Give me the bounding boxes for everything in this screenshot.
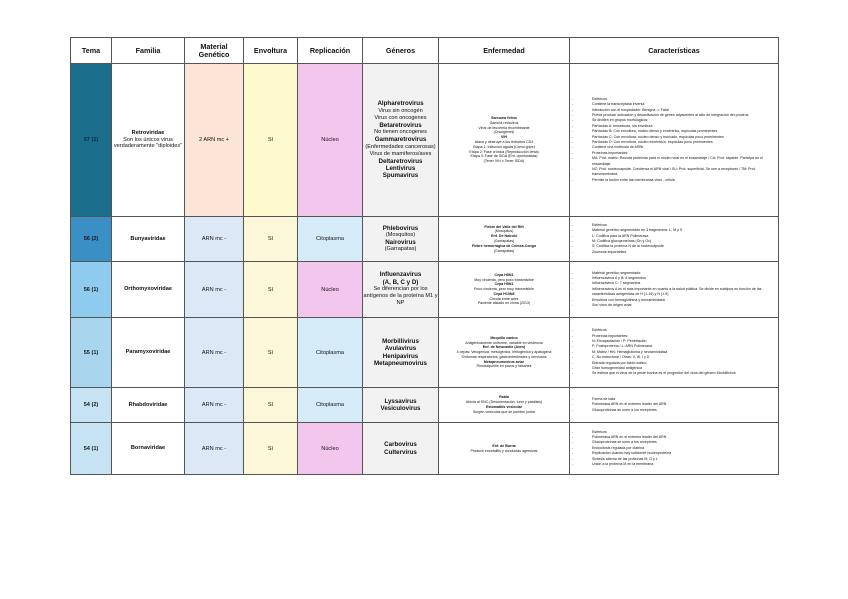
caracteristicas-cell [570, 318, 779, 388]
enfermedad-item: Rabia [499, 395, 509, 400]
genero-item: Avulavirus [384, 345, 417, 353]
header-enfermedad: Enfermedad [439, 38, 570, 64]
tema-label: 57 (1) [83, 137, 99, 143]
enfermedad-item: Antigénicamente uniforme, variable en virulencia [465, 340, 543, 345]
enfermedad-item: Gamma retrovirus [489, 120, 519, 125]
familia-cell [112, 262, 185, 318]
caracteristica-item: - NC: Prot. nucleocápside. Condensa el ARN viral / SU: Prot. superficial. Se une a receptores / TM: Prot. transmembrana. [570, 167, 778, 178]
genero-item: Cultervirus [384, 448, 417, 456]
replicacion-cell [298, 262, 363, 318]
material-value: ARN mc - [201, 445, 227, 452]
caracteristica-item: - Se dividen en grupos morfológicos: [570, 118, 778, 123]
genero-item: No tienen oncogenes [374, 129, 427, 136]
material-cell [185, 318, 244, 388]
enfermedad-item: 4 cepas: Velogénica, mesogénica, lentogénica y apatógena [456, 350, 552, 355]
table-row [71, 64, 779, 217]
genero-item: Se diferencian por los antígenos de la proteína M1 y NP [363, 285, 438, 307]
enfermedad-item: Cepa H10N8 [493, 291, 515, 296]
enfermedad-item: Etapa 2: Fase crónica (Reproducción lenta) [469, 149, 539, 154]
genero-item: Lentivirus [385, 165, 416, 173]
caracteristica-item: - Material genético segmentado en 3 fragmentos: L, M y S [570, 228, 778, 233]
tema-cell [71, 217, 112, 262]
genero-item: Henipavirus [382, 352, 419, 360]
generos-cell [363, 423, 439, 475]
caracteristicas-cell [570, 217, 779, 262]
caracteristicas-cell [570, 388, 779, 423]
familia-cell [112, 217, 185, 262]
replicacion-cell [298, 64, 363, 217]
caracteristica-item: - Proteínas importantes: [570, 151, 778, 156]
caracteristicas-list [570, 271, 778, 309]
caracteristica-item: - Polimerasa ARN en el extremo leader del ARN [570, 402, 778, 407]
caracteristica-item: - Interacción con el hospedador: Benigna -> Fatal [570, 108, 778, 113]
genero-item: (Garrapatas) [384, 246, 417, 253]
caracteristica-item: - Se estima que el virus de la peste bovina es el progenitor del virus del género Morbillivirus [570, 371, 778, 376]
enfermedad-item: Paciente aislado en china (2013) [477, 301, 531, 306]
enfermedad-cell [439, 217, 570, 262]
tema-label: 56 (2) [83, 236, 99, 242]
virus-table [70, 37, 779, 475]
replicacion-cell [298, 423, 363, 475]
familia-cell [112, 423, 185, 475]
replicacion-cell [298, 388, 363, 423]
caracteristica-item: - Esféricos [570, 328, 778, 333]
caracteristica-item: - S: Codifica la proteína N de la nucleocápside [570, 244, 778, 249]
tema-cell [71, 423, 112, 475]
enfermedad-item: Circula entre aves [489, 296, 519, 301]
caracteristica-item: - Contiene la transcriptasa inversa [570, 102, 778, 107]
tema-cell [71, 64, 112, 217]
material-cell [185, 217, 244, 262]
enfermedad-item: (Oncogenes) [493, 130, 515, 135]
caracteristicas-list [570, 397, 778, 413]
table-row [71, 388, 779, 423]
envoltura-value: Sí [267, 445, 274, 452]
enfermedad-item: (Garrapatas) [493, 248, 515, 253]
table-body [71, 64, 779, 475]
tema-cell [71, 388, 112, 423]
enfermedad-cell [439, 64, 570, 217]
caracteristicas-list [570, 328, 778, 377]
caracteristica-item: - M: Codifica glucoproteínas (Gn y Gc) [570, 239, 778, 244]
envoltura-cell [244, 423, 298, 475]
caracteristica-item: - Forma de bala [570, 397, 778, 402]
envoltura-value: Sí [267, 349, 274, 356]
caracteristica-item: - Esféricos [570, 223, 778, 228]
caracteristica-item: - Unión a la proteína M en la membrana [570, 462, 778, 467]
header-envoltura: Envoltura [244, 38, 298, 64]
table-row [71, 262, 779, 318]
header-tema: Tema [71, 38, 112, 64]
caracteristica-item: - N: Encapsidación / P: Penetración [570, 339, 778, 344]
replicacion-value: Núcleo [321, 137, 339, 143]
caracteristica-item: - M: Matriz / HN: Hemaglutinina y neuraminidasa [570, 350, 778, 355]
enfermedad-item: (Tener VIH ≠ Tener SIDA) [483, 159, 525, 164]
familia-name: Bornaviridae [130, 445, 166, 452]
caracteristicas-cell [570, 423, 779, 475]
familia-cell [112, 318, 185, 388]
enfermedad-item: Enf. de Borna [492, 443, 516, 448]
genero-item: (A, B, C y D) [382, 278, 419, 286]
enfermedad-cell [439, 318, 570, 388]
envoltura-value: Sí [267, 137, 274, 143]
material-cell [185, 64, 244, 217]
enfermedad-item: (Mosquitos) [494, 229, 514, 234]
genero-item: Carbovirus [384, 441, 417, 449]
caracteristica-item: - L: Codifica para la ARN Polimerasa [570, 234, 778, 239]
caracteristica-item: - Partículas B: Con envoltura, núcleo denso y excéntrico, espículas prominentes [570, 129, 778, 134]
genero-item: Phlebovirus [382, 224, 419, 232]
genero-item: (Enfermedades cancerosas) [365, 143, 436, 150]
enfermedad-item: Rinotraqueítis en pavos y faisanes [476, 364, 532, 369]
tema-cell [71, 262, 112, 318]
caracteristica-item: - Replicación cuando hay suficiente nucleoproteína [570, 451, 778, 456]
genero-item: Vesiculovirus [380, 405, 421, 412]
caracteristica-item: - Influenzavirus A es el más importante en cuanto a la salud pública. Se divide en subtipos en función de las características antigénicas de H (1-16) y N (1-9) [570, 287, 778, 298]
material-value: ARN mc - [201, 286, 227, 293]
tema-label: 54 (2) [83, 402, 99, 408]
caracteristica-item: - Partículas C: Con envoltura, núcleo denso y truncado, espículas poco prominentes [570, 135, 778, 140]
enfermedad-cell [439, 388, 570, 423]
generos-cell [363, 388, 439, 423]
caracteristica-item: - Material genético segmentado: [570, 271, 778, 276]
header-row [71, 38, 779, 64]
caracteristica-item: - Influenzavirus A y B: 8 segmentos [570, 276, 778, 281]
caracteristica-item: - MA: Prot. matriz. Recluta proteínas para el núcleo viral en el ensamblaje / CA: Prot. cápside. Participa en el ensamblaje [570, 156, 778, 167]
enfermedad-item: Poco virulenta, pero muy transmisible [474, 287, 534, 292]
generos-cell [363, 64, 439, 217]
replicacion-cell [298, 217, 363, 262]
caracteristicas-cell [570, 262, 779, 318]
genero-item: Spumavirus [382, 172, 419, 180]
caracteristica-item: - Permite la fusión entre las membranas virus - célula [570, 178, 778, 183]
enfermedad-item: Fiebre del Valle del Rift [484, 224, 524, 229]
familia-cell [112, 64, 185, 217]
header-material: Material Genético [185, 38, 244, 64]
enfermedad-item: (Garrapatas) [493, 239, 515, 243]
caracteristicas-cell [570, 64, 779, 217]
envoltura-cell [244, 262, 298, 318]
enfermedad-item: Cepa H5N1 [494, 272, 514, 277]
enfermedad-item: Etapa 1: Infección aguda (Como gripe) [473, 144, 535, 149]
generos-cell [363, 262, 439, 318]
genero-item: Gammaretrovirus [374, 136, 427, 144]
caracteristica-item: - Son virus de origen aviar [570, 303, 778, 308]
material-value: ARN mc - [201, 402, 227, 408]
caracteristica-item: - Contiene una molécula de ARNt [570, 145, 778, 150]
familia-name: Orthomyxoviridae [124, 286, 172, 293]
caracteristica-item: - Proteínas importantes: [570, 334, 778, 339]
familia-name: Rhabdoviridae [128, 401, 168, 408]
caracteristica-item: - Polimerasa ARN en el extremo leader del ARN [570, 435, 778, 440]
replicacion-cell [298, 318, 363, 388]
genero-item: Deltaretrovirus [378, 158, 423, 165]
caracteristica-item: - P: Fosfoproteína / L: ARN Polimerasa [570, 344, 778, 349]
familia-name: Retroviridae [131, 130, 165, 137]
table-row [71, 423, 779, 475]
enfermedad-item: Moquillo canino [490, 335, 518, 340]
table-row [71, 217, 779, 262]
table-row [71, 318, 779, 388]
familia-note: Son los únicos virus verdaderamente "diploides" [113, 136, 183, 150]
envoltura-value: Sí [267, 236, 274, 242]
tema-label: 54 (1) [83, 445, 99, 452]
envoltura-value: Sí [267, 402, 274, 408]
genero-item: Nairovirus [385, 239, 416, 246]
caracteristica-item: - Endocitosis regulada por clatrina [570, 446, 778, 451]
caracteristicas-list [570, 430, 778, 468]
generos-cell [363, 217, 439, 262]
caracteristica-item: - C: No estructural / Otras: V, W, I y D [570, 355, 778, 360]
familia-name: Paramyxoviridae [125, 349, 171, 356]
caracteristica-item: - Esféricos [570, 430, 778, 435]
enfermedad-item: Cepa H5N1 [494, 282, 514, 287]
genero-item: Betaretrovirus [379, 121, 422, 129]
genero-item: Morbillivirus [382, 338, 419, 346]
caracteristica-item: - Zoonosis importantes [570, 250, 778, 255]
familia-cell [112, 388, 185, 423]
enfermedad-item: Surgen vesículas que se pueden juntar [472, 409, 536, 414]
header-generos: Géneros [363, 38, 439, 64]
caracteristica-item: - Envoltura con hemaglutinina y neuraminidasa [570, 298, 778, 303]
caracteristica-item: - Gran homogeneidad antigénica [570, 366, 778, 371]
genero-item: Virus sin oncogén [378, 107, 423, 114]
replicacion-value: Citoplasma [316, 402, 344, 408]
enfermedad-item: Síntomas respiratorios, gastrointestinales y nerviosos [461, 354, 547, 359]
caracteristica-item: - Esféricos [570, 97, 778, 102]
enfermedad-item: Sarcoma felino [491, 116, 517, 121]
genero-item: Virus de mamíferos/aves [369, 150, 432, 157]
enfermedad-item: Virus de leucemia recombinante [478, 125, 530, 130]
material-value: ARN mc - [201, 236, 227, 242]
enfermedad-cell [439, 423, 570, 475]
tema-cell [71, 318, 112, 388]
envoltura-cell [244, 388, 298, 423]
replicacion-value: Citoplasma [316, 349, 344, 356]
caracteristica-item: - Puede producir activación y desactivación de genes adyacentes al sitio de integración del provirus [570, 113, 778, 118]
generos-cell [363, 318, 439, 388]
genero-item: Virus con oncogenes [374, 114, 427, 121]
caracteristica-item: - Entrada regulada por ácido siálico [570, 361, 778, 366]
envoltura-value: Sí [267, 286, 274, 293]
enfermedad-item: Estomatitis vesicular [486, 405, 522, 409]
enfermedad-item: Etapa 3: Fase de SIDA (Enf. oportunistas) [470, 154, 538, 159]
caracteristica-item: - Partículas A: Inmaduras, sin envoltura [570, 124, 778, 129]
caracteristica-item: - Síntesis alterna de las proteínas M, G y L [570, 457, 778, 462]
caracteristica-item: - Partículas D: Con envoltura, núcleo excéntrico, espículas poco prominentes [570, 140, 778, 145]
enfermedad-item: Metapneumovirus aviar [483, 359, 525, 364]
material-cell [185, 388, 244, 423]
header-caracteristicas: Características [570, 38, 779, 64]
material-value: ARN mc - [201, 349, 227, 356]
material-cell [185, 262, 244, 318]
enfermedad-cell [439, 262, 570, 318]
header-replicacion: Replicación [298, 38, 363, 64]
replicacion-value: Citoplasma [316, 236, 344, 242]
enfermedad-item: VIH [501, 135, 507, 140]
caracteristica-item: - Glucoproteínas se unen a los receptores [570, 440, 778, 445]
enfermedad-item: Produce encefalitis y conductas agresivas [470, 448, 538, 453]
envoltura-cell [244, 318, 298, 388]
enfermedad-item: Muy virulenta, pero poco transmisible [474, 277, 534, 282]
genero-item: Influenzavirus [379, 271, 422, 279]
genero-item: (Mosquitos) [385, 231, 416, 238]
genero-item: Lyssavirus [384, 397, 417, 405]
familia-name: Bunyaviridae [130, 235, 166, 242]
replicacion-value: Núcleo [321, 286, 339, 293]
material-value: 2 ARN mc + [199, 137, 229, 143]
enfermedad-item: Fiebre hemorrágica de Crimea-Congo [471, 243, 537, 248]
caracteristica-item: - Glucoproteínas se unen a los receptores [570, 408, 778, 413]
replicacion-value: Núcleo [321, 445, 339, 452]
enfermedad-item: Ataca y destruye a los linfocitos CD4 [474, 140, 534, 144]
caracteristicas-list [570, 223, 778, 255]
header-familia: Familia [112, 38, 185, 64]
material-cell [185, 423, 244, 475]
caracteristica-item: - Influenzavirus C: 7 segmentos [570, 281, 778, 286]
tema-label: 55 (1) [83, 349, 99, 356]
genero-item: Alpharetrovirus [377, 100, 424, 108]
tema-label: 56 (1) [83, 286, 99, 293]
enfermedad-item: Afecta al SNC (Desorientación, furor y parálisis) [465, 400, 543, 405]
genero-item: Metapneumovirus [374, 359, 427, 367]
enfermedad-item: Enf. De Nairobi [491, 234, 517, 239]
envoltura-cell [244, 217, 298, 262]
enfermedad-item: Enf. de Newcastle (Aves) [482, 345, 526, 350]
caracteristicas-list [570, 97, 778, 184]
envoltura-cell [244, 64, 298, 217]
